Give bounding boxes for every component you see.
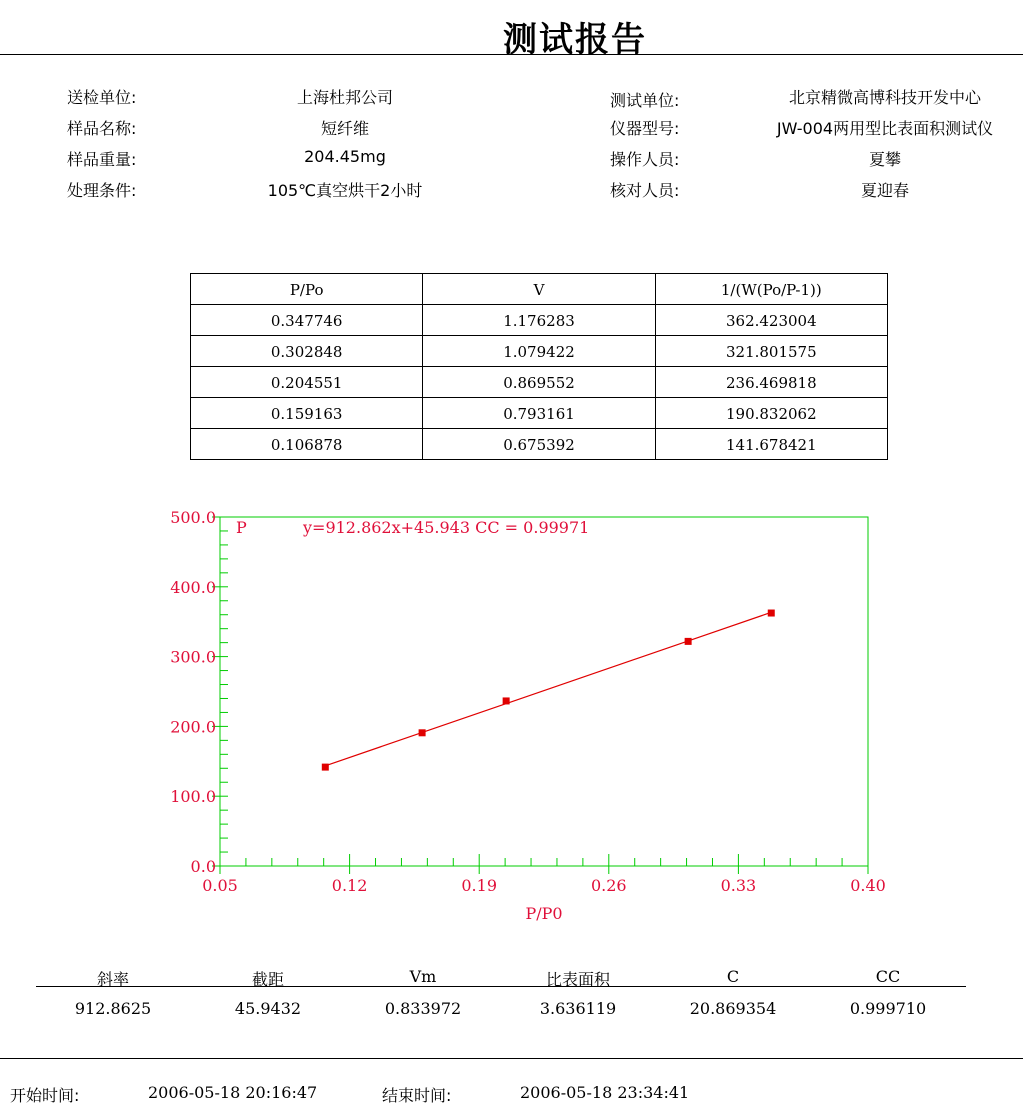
result-value-vm: 0.833972	[384, 999, 462, 1018]
info-label-conditions: 处理条件:	[67, 181, 137, 200]
table-cell: 0.869552	[423, 367, 655, 398]
y-tick-label: 400.0	[170, 577, 216, 597]
footer-rule	[0, 1058, 1023, 1059]
x-tick-label: 0.12	[331, 876, 368, 895]
result-header-c: C	[726, 967, 740, 986]
table-cell: 1.079422	[423, 336, 655, 367]
info-label-instrument: 仪器型号:	[610, 119, 680, 138]
x-tick-label: 0.05	[202, 876, 238, 895]
table-cell: 0.347746	[191, 305, 423, 336]
info-value-sender: 上海杜邦公司	[296, 88, 393, 107]
start-time-value: 2006-05-18 20:16:47	[148, 1083, 318, 1102]
data-point	[322, 764, 329, 771]
x-tick-label: 0.26	[590, 876, 627, 895]
table-header: 1/(W(Po/P-1))	[655, 274, 887, 305]
y-tick-label: 100.0	[170, 787, 216, 807]
info-value-sample-weight: 204.45mg	[304, 147, 386, 166]
info-value-checker: 夏迎春	[860, 181, 909, 200]
result-header-surface-area: 比表面积	[545, 970, 610, 989]
result-value-surface-area: 3.636119	[539, 999, 617, 1018]
data-point	[503, 697, 510, 704]
result-value-c: 20.869354	[689, 999, 777, 1018]
info-value-conditions: 105℃真空烘干2小时	[267, 181, 423, 200]
table-cell: 0.159163	[191, 398, 423, 429]
y-tick-label: 500.0	[170, 508, 216, 527]
y-tick-label: 0.0	[190, 857, 216, 876]
info-label-sample-name: 样品名称:	[67, 119, 137, 138]
result-header-vm: Vm	[409, 967, 437, 986]
plot-frame	[220, 517, 868, 866]
info-value-test-unit: 北京精微高博科技开发中心	[788, 88, 981, 107]
result-value-cc: 0.999710	[849, 999, 927, 1018]
table-cell: 0.793161	[423, 398, 655, 429]
result-header-intercept: 截距	[251, 970, 284, 989]
x-tick-label: 0.33	[720, 876, 757, 895]
table-header: V	[423, 274, 655, 305]
results-rule	[36, 986, 966, 987]
x-tick-label: 0.40	[850, 876, 886, 895]
data-point	[419, 729, 426, 736]
x-axis-label: P/P0	[525, 904, 563, 923]
data-point	[685, 638, 692, 645]
table-cell: 236.469818	[655, 367, 887, 398]
table-cell: 0.106878	[191, 429, 423, 460]
y-axis-label: P	[236, 518, 247, 537]
result-header-slope: 斜率	[96, 970, 129, 989]
table-cell: 0.302848	[191, 336, 423, 367]
info-value-operator: 夏攀	[868, 150, 901, 169]
info-value-sample-name: 短纤维	[320, 119, 369, 138]
table-cell: 190.832062	[655, 398, 887, 429]
table-header: P/Po	[191, 274, 423, 305]
y-tick-label: 200.0	[170, 717, 216, 737]
y-tick-label: 300.0	[170, 647, 216, 667]
result-value-slope: 912.8625	[74, 999, 152, 1018]
fit-line	[325, 612, 771, 765]
info-label-test-unit: 测试单位:	[610, 91, 680, 110]
table-cell: 0.204551	[191, 367, 423, 398]
report-title: 测试报告	[503, 20, 647, 60]
table-cell: 1.176283	[423, 305, 655, 336]
table-cell: 141.678421	[655, 429, 887, 460]
info-label-sender: 送检单位:	[67, 88, 137, 107]
start-time-label: 开始时间:	[10, 1086, 80, 1105]
info-label-sample-weight: 样品重量:	[67, 150, 137, 169]
table-cell: 362.423004	[655, 305, 887, 336]
table-cell: 0.675392	[423, 429, 655, 460]
table-cell: 321.801575	[655, 336, 887, 367]
end-time-label: 结束时间:	[382, 1086, 452, 1105]
info-value-instrument: JW-004两用型比表面积测试仪	[776, 119, 994, 138]
result-header-cc: CC	[875, 967, 901, 986]
data-point	[768, 610, 775, 617]
info-label-checker: 核对人员:	[610, 181, 680, 200]
info-label-operator: 操作人员:	[610, 150, 680, 169]
result-value-intercept: 45.9432	[234, 999, 302, 1018]
x-tick-label: 0.19	[461, 876, 498, 895]
end-time-value: 2006-05-18 23:34:41	[520, 1083, 690, 1102]
regression-annotation: y=912.862x+45.943 CC = 0.99971	[303, 518, 590, 537]
